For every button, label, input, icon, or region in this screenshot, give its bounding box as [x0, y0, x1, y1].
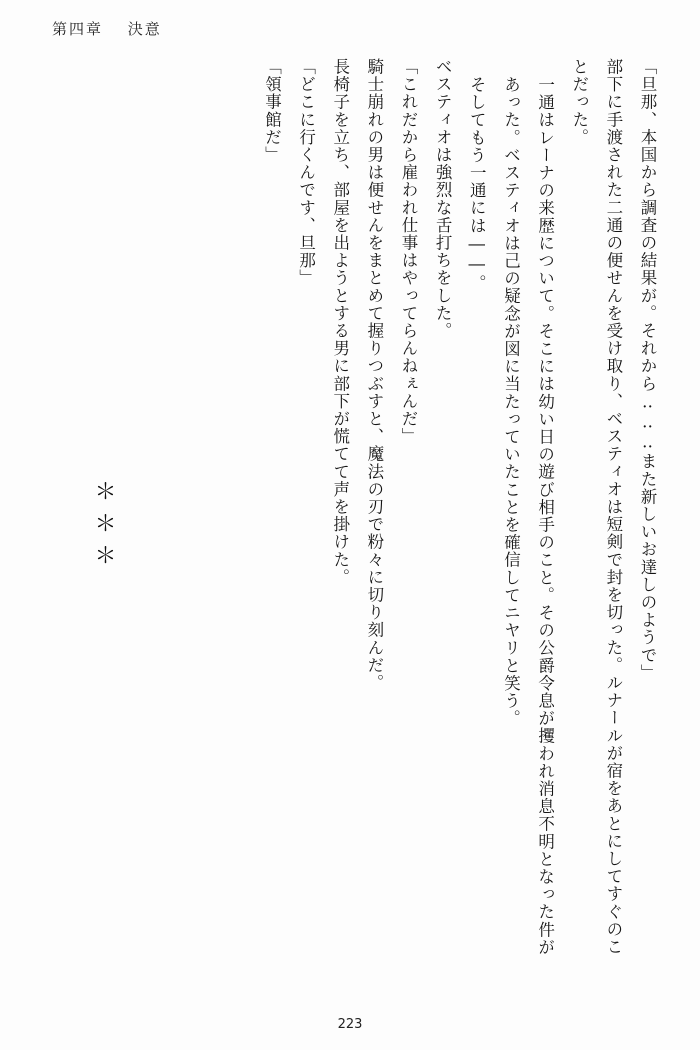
page-number: 223 [337, 1017, 363, 1032]
paragraph: 部下に手渡された二通の便せんを受け取り、ベスティオは短剣で封を切った。ルナールが宿をあとにしてすぐのことだった。 [569, 58, 623, 956]
paragraph: 「領事館だ」 [262, 58, 282, 164]
running-header [52, 18, 162, 39]
paragraph: 「どこに行くんです、旦那」 [296, 58, 316, 287]
paragraph: 「旦那、本国から調査の結果が。それから‥‥‥また新しいお達しのようで」 [638, 58, 657, 682]
chapter-title: 決意 [127, 20, 162, 38]
paragraph: 騎士崩れの男は便せんをまとめて握りつぶすと、魔法の刃で粉々に切り刻んだ。 [364, 58, 384, 692]
paragraph: ベスティオは強烈な舌打ちをした。 [433, 58, 453, 340]
paragraph: 「これだから雇われ仕事はやってらんねぇんだ」 [399, 58, 419, 446]
paragraph: 一通はレーナの来歴について。そこには幼い日の遊び相手のこと。その公爵令息が攫われ消息不明となった件があった。ベスティオは己の疑念が図に当たっていたことを確信してニヤリと笑う。 [501, 76, 555, 956]
body-text-block [254, 58, 664, 968]
scene-break-separator: ＊＊＊ [91, 480, 116, 576]
paragraph: 長椅子を立ち、部屋を出ようとする男に部下が慌てて声を掛けた。 [330, 58, 350, 586]
chapter-number: 第四章 [52, 20, 104, 38]
paragraph: そしてもう一通には――。 [467, 76, 487, 293]
